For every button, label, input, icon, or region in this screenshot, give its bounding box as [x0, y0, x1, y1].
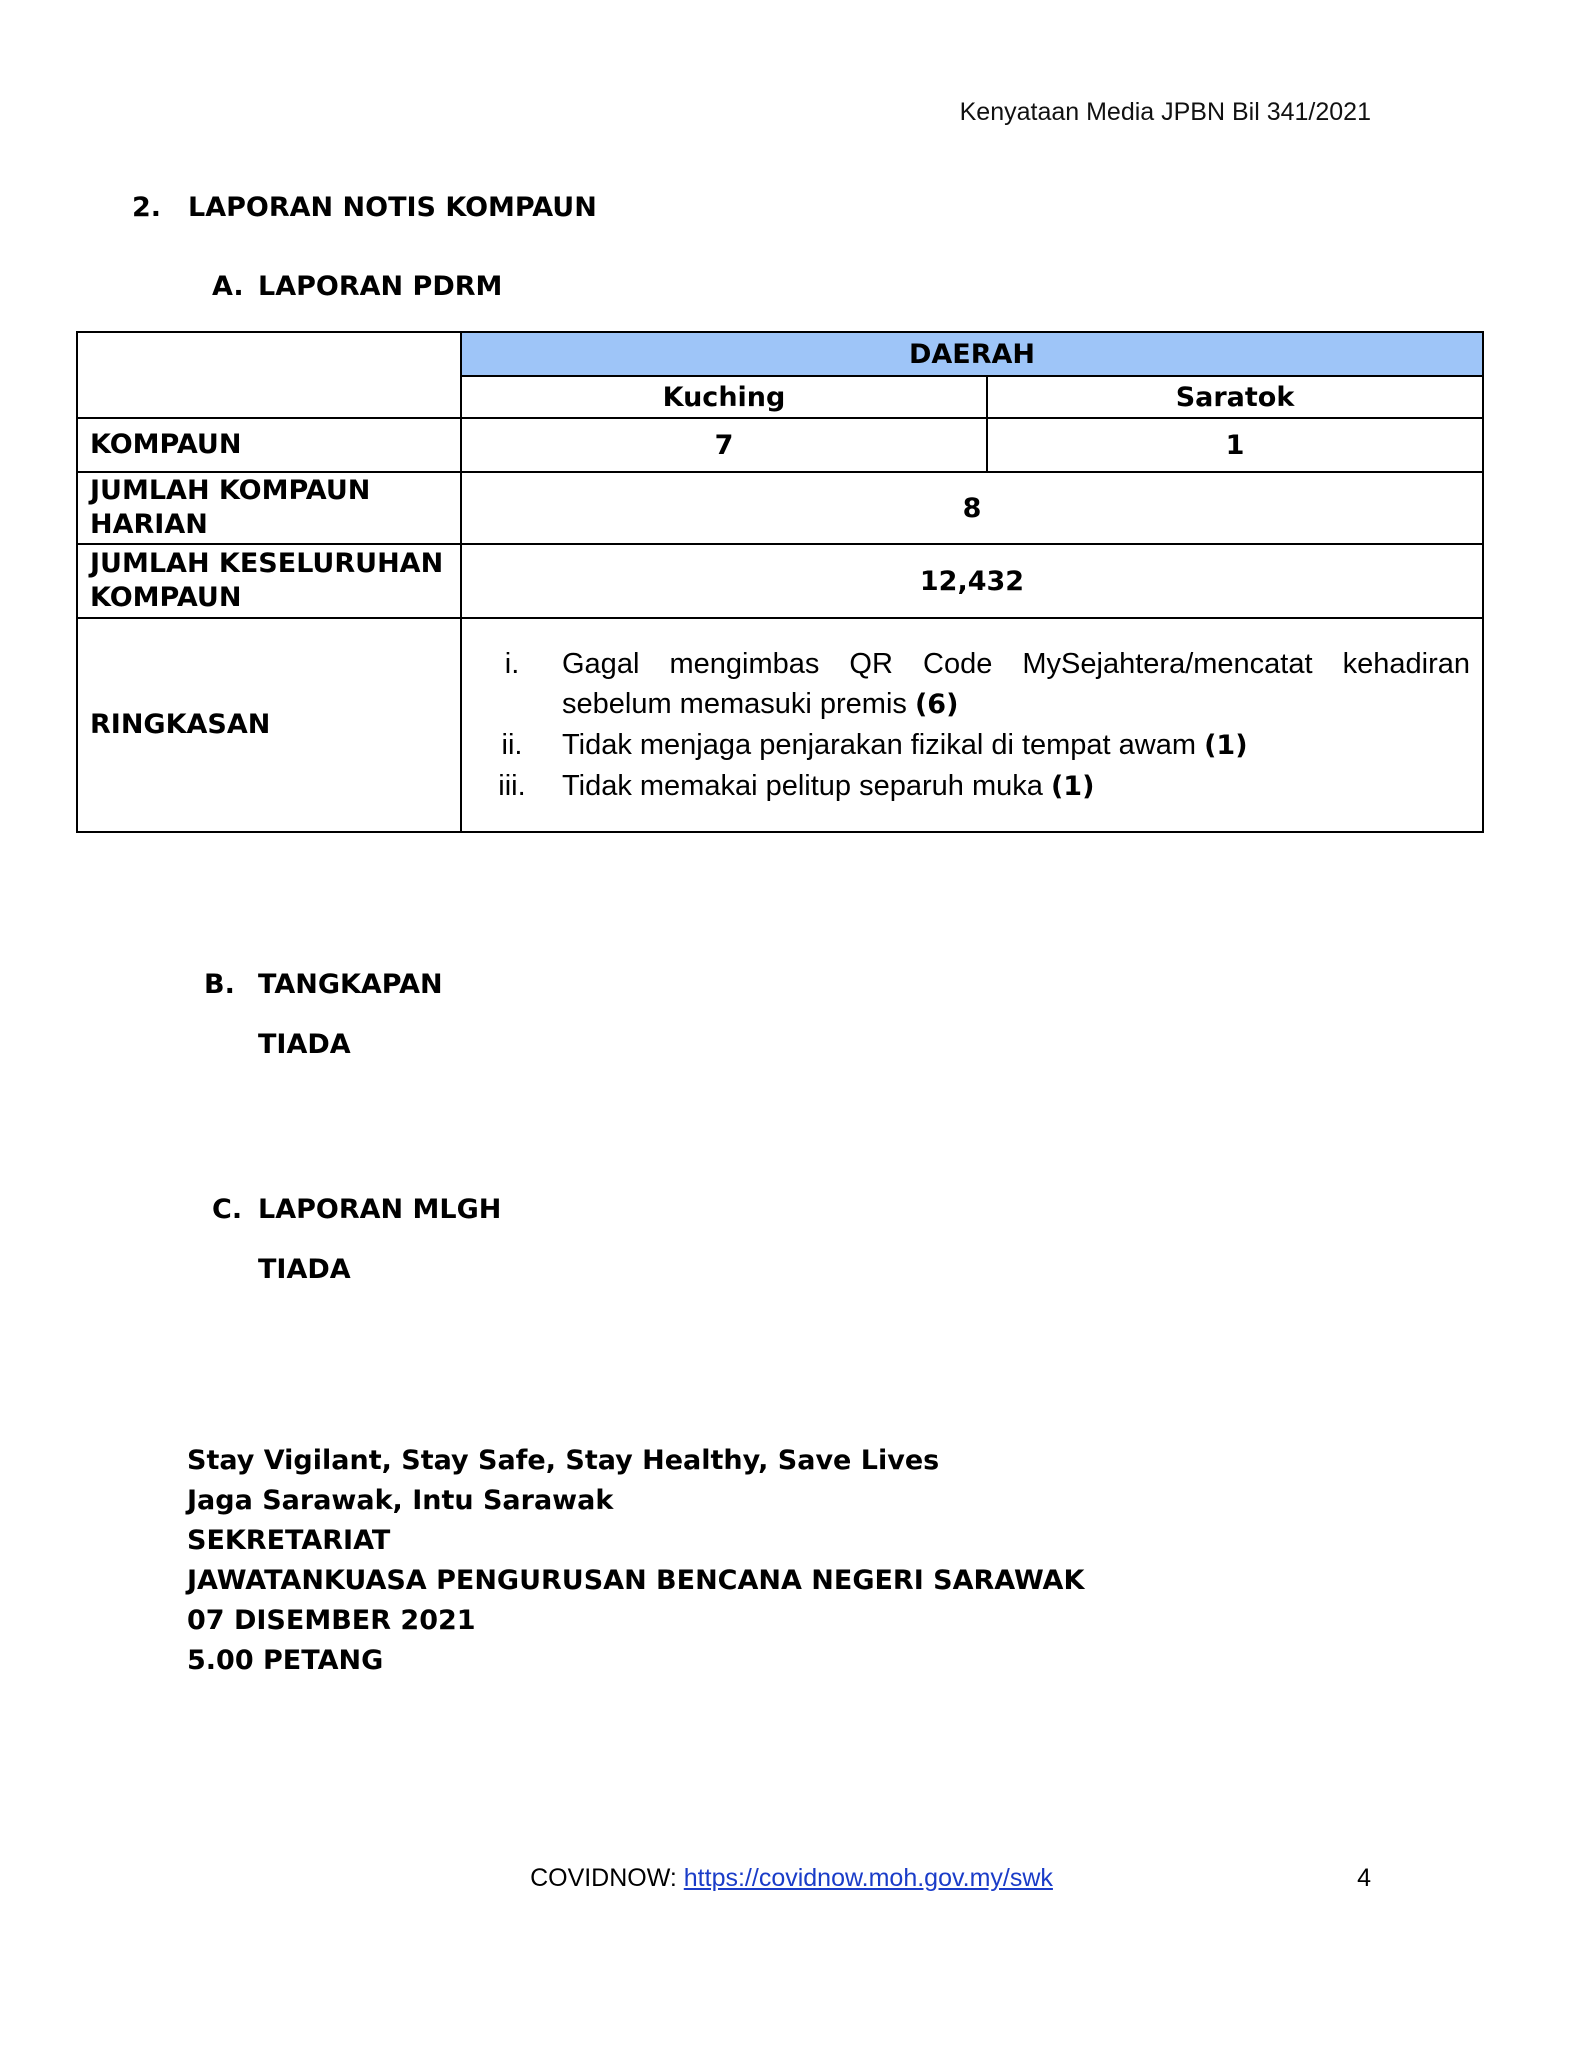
footer: [0, 1864, 1583, 1893]
list-item-numeral: ii.: [501, 728, 523, 761]
row-label-keseluruhan-line1: JUMLAH KESELURUHAN: [90, 548, 444, 579]
list-item-count: (1): [1050, 770, 1095, 802]
closing-tagline: Jaga Sarawak, Intu Sarawak: [187, 1485, 614, 1516]
subsection-b-heading: [204, 969, 443, 1000]
compound-report-table: [76, 331, 1484, 833]
footer-label: COVIDNOW:: [530, 1864, 677, 1892]
subsection-a-heading: [212, 271, 502, 302]
list-item-text: Tidak menjaga penjarakan fizikal di tempat awam: [562, 728, 1197, 761]
row-label-keseluruhan-line2: KOMPAUN: [90, 582, 242, 613]
ringkasan-cell: [461, 618, 1483, 832]
table-row: [77, 418, 1483, 472]
row-label-harian-line2: HARIAN: [90, 509, 208, 540]
list-item-text: Tidak memakai pelitup separuh muka: [562, 769, 1043, 802]
table-row: [77, 472, 1483, 544]
row-label-harian-line1: JUMLAH KOMPAUN: [90, 475, 371, 506]
column-header-kuching: Kuching: [461, 376, 987, 418]
section-heading: [132, 192, 597, 223]
table-row: [77, 618, 1483, 832]
column-header-saratok: Saratok: [987, 376, 1483, 418]
list-item: [462, 644, 1470, 725]
table-corner-cell: [77, 332, 461, 418]
jumlah-harian-value: 8: [461, 472, 1483, 544]
section-number: 2.: [132, 192, 162, 223]
subsection-c-body: TIADA: [258, 1254, 351, 1285]
subsection-b-body: TIADA: [258, 1029, 351, 1060]
list-item-count: (1): [1204, 729, 1248, 761]
daerah-header: DAERAH: [461, 332, 1483, 376]
jumlah-keseluruhan-value: 12,432: [461, 544, 1483, 618]
subsection-a-letter: A.: [212, 271, 244, 302]
subsection-c-title: LAPORAN MLGH: [258, 1194, 502, 1225]
header-reference: Kenyataan Media JPBN Bil 341/2021: [959, 98, 1371, 126]
subsection-c-letter: C.: [212, 1194, 243, 1225]
kompaun-kuching: 7: [461, 418, 987, 472]
closing-sekretariat: SEKRETARIAT: [187, 1525, 391, 1556]
row-label-kompaun: KOMPAUN: [77, 418, 461, 472]
list-item: [462, 766, 1470, 807]
subsection-a-title: LAPORAN PDRM: [258, 271, 503, 302]
list-item: [462, 725, 1470, 766]
closing-slogan: Stay Vigilant, Stay Safe, Stay Healthy, Save Lives: [187, 1445, 940, 1476]
table-row: [77, 332, 1483, 376]
closing-block: [187, 1441, 1084, 1681]
list-item-numeral: iii.: [498, 769, 526, 802]
kompaun-saratok: 1: [987, 418, 1483, 472]
list-item-numeral: i.: [504, 647, 520, 680]
table-row: [77, 544, 1483, 618]
list-item-text: Gagal mengimbas QR Code MySejahtera/mencatat kehadiran sebelum memasuki premis: [562, 647, 1470, 720]
closing-committee: JAWATANKUASA PENGURUSAN BENCANA NEGERI SARAWAK: [187, 1565, 1085, 1596]
ringkasan-list: [462, 644, 1470, 807]
page-number: 4: [1357, 1864, 1371, 1892]
row-label-keseluruhan: [77, 544, 461, 618]
list-item-count: (6): [914, 688, 959, 720]
closing-date: 07 DISEMBER 2021: [187, 1605, 476, 1636]
covidnow-link[interactable]: https://covidnow.moh.gov.my/swk: [683, 1864, 1053, 1892]
subsection-c-heading: [212, 1194, 501, 1225]
subsection-b-letter: B.: [204, 969, 235, 1000]
row-label-harian: [77, 472, 461, 544]
subsection-b-title: TANGKAPAN: [258, 969, 443, 1000]
row-label-ringkasan: RINGKASAN: [77, 618, 461, 832]
closing-time: 5.00 PETANG: [187, 1645, 384, 1676]
section-title: LAPORAN NOTIS KOMPAUN: [188, 192, 597, 223]
